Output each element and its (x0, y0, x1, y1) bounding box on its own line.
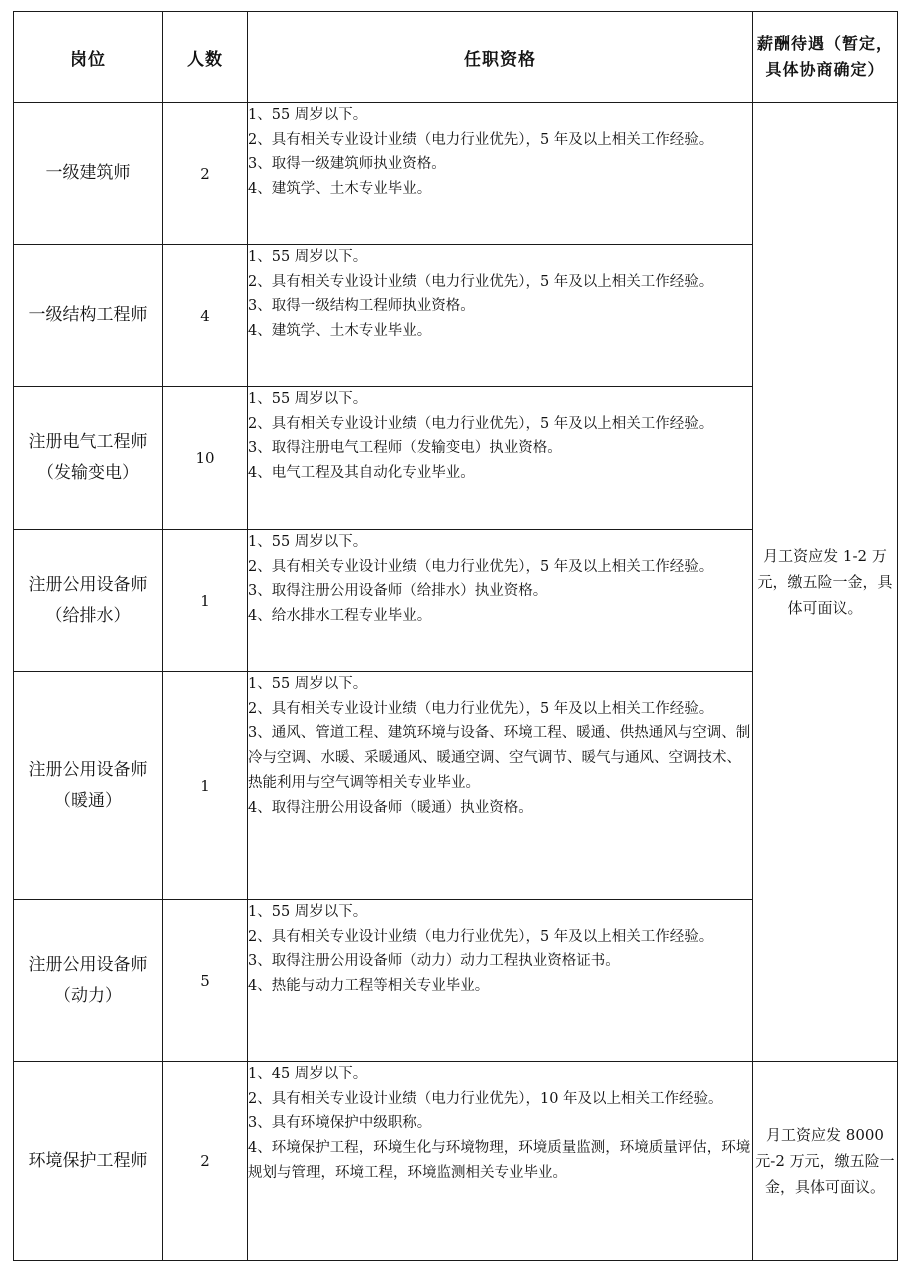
requirement-line: 3、通风、管道工程、建筑环境与设备、环境工程、暖通、供热通风与空调、制冷与空调、水暖、采暖通风、暖通空调、空气调节、暖气与通风、空调技术、热能利用与空气调等相关专业毕业。 (248, 725, 751, 791)
requirement-line: 2、具有相关专业设计业绩（电力行业优先），5 年及以上相关工作经验。 (248, 700, 714, 717)
header-row (14, 12, 898, 103)
requirement-line: 2、具有相关专业设计业绩（电力行业优先），5 年及以上相关工作经验。 (248, 131, 714, 148)
requirement-line: 2、具有相关专业设计业绩（电力行业优先），5 年及以上相关工作经验。 (248, 273, 714, 290)
requirement-line: 4、建筑学、土木专业毕业。 (248, 323, 432, 340)
requirement-line: 3、取得一级结构工程师执业资格。 (248, 298, 475, 315)
count-cell: 1 (163, 530, 248, 672)
count-cell: 2 (163, 103, 248, 245)
requirement-line: 1、55 周岁以下。 (248, 534, 368, 550)
requirement-line: 4、环境保护工程，环境生化与环境物理，环境质量监测，环境质量评估，环境规划与管理，环境工程，环境监测相关专业毕业。 (248, 1140, 751, 1181)
count-cell: 2 (163, 1062, 248, 1261)
count-cell: 5 (163, 900, 248, 1062)
requirement-line: 4、给水排水工程专业毕业。 (248, 608, 432, 625)
position-cell: 一级建筑师 (14, 103, 163, 245)
position-cell: 环境保护工程师 (14, 1062, 163, 1261)
table-row (14, 1062, 898, 1261)
table-row (14, 103, 898, 245)
requirement-line: 3、取得一级建筑师执业资格。 (248, 156, 446, 173)
requirement-line: 3、取得注册公用设备师（动力）动力工程执业资格证书。 (248, 953, 620, 970)
requirement-line: 3、取得注册公用设备师（给排水）执业资格。 (248, 583, 548, 600)
position-cell: 注册电气工程师（发输变电） (14, 387, 163, 530)
requirement-line: 4、热能与动力工程等相关专业毕业。 (248, 978, 490, 995)
requirement-line: 2、具有相关专业设计业绩（电力行业优先），5 年及以上相关工作经验。 (248, 928, 714, 945)
salary-cell: 月工资应发 8000 元-2 万元，缴五险一金，具体可面议。 (753, 1062, 898, 1261)
requirements-cell (248, 245, 753, 387)
recruitment-table (13, 11, 898, 1261)
requirement-line: 2、具有相关专业设计业绩（电力行业优先），10 年及以上相关工作经验。 (248, 1090, 723, 1107)
requirement-line: 3、具有环境保护中级职称。 (248, 1115, 432, 1132)
requirement-line: 1、45 周岁以下。 (248, 1066, 368, 1082)
requirement-line: 1、55 周岁以下。 (248, 107, 368, 123)
requirement-line: 2、具有相关专业设计业绩（电力行业优先），5 年及以上相关工作经验。 (248, 415, 714, 432)
requirement-line: 2、具有相关专业设计业绩（电力行业优先），5 年及以上相关工作经验。 (248, 558, 714, 575)
requirement-line: 4、电气工程及其自动化专业毕业。 (248, 465, 475, 482)
requirements-cell (248, 900, 753, 1062)
position-cell: 注册公用设备师（给排水） (14, 530, 163, 672)
header-salary: 薪酬待遇（暂定，具体协商确定） (753, 12, 898, 103)
requirements-cell (248, 387, 753, 530)
requirement-line: 1、55 周岁以下。 (248, 249, 368, 265)
requirements-cell (248, 530, 753, 672)
requirement-line: 1、55 周岁以下。 (248, 391, 368, 407)
header-requirements: 任职资格 (248, 12, 753, 103)
header-count: 人数 (163, 12, 248, 103)
requirements-cell (248, 103, 753, 245)
position-cell: 一级结构工程师 (14, 245, 163, 387)
count-cell: 10 (163, 387, 248, 530)
count-cell: 4 (163, 245, 248, 387)
requirement-line: 4、建筑学、土木专业毕业。 (248, 181, 432, 198)
count-cell: 1 (163, 672, 248, 900)
position-cell: 注册公用设备师（动力） (14, 900, 163, 1062)
salary-cell: 月工资应发 1-2 万元，缴五险一金，具体可面议。 (753, 103, 898, 1062)
requirement-line: 3、取得注册电气工程师（发输变电）执业资格。 (248, 440, 562, 457)
requirement-line: 1、55 周岁以下。 (248, 904, 368, 920)
header-position: 岗位 (14, 12, 163, 103)
requirements-cell (248, 672, 753, 900)
requirements-cell (248, 1062, 753, 1261)
requirement-line: 4、取得注册公用设备师（暖通）执业资格。 (248, 799, 533, 816)
position-cell: 注册公用设备师（暖通） (14, 672, 163, 900)
requirement-line: 1、55 周岁以下。 (248, 676, 368, 692)
